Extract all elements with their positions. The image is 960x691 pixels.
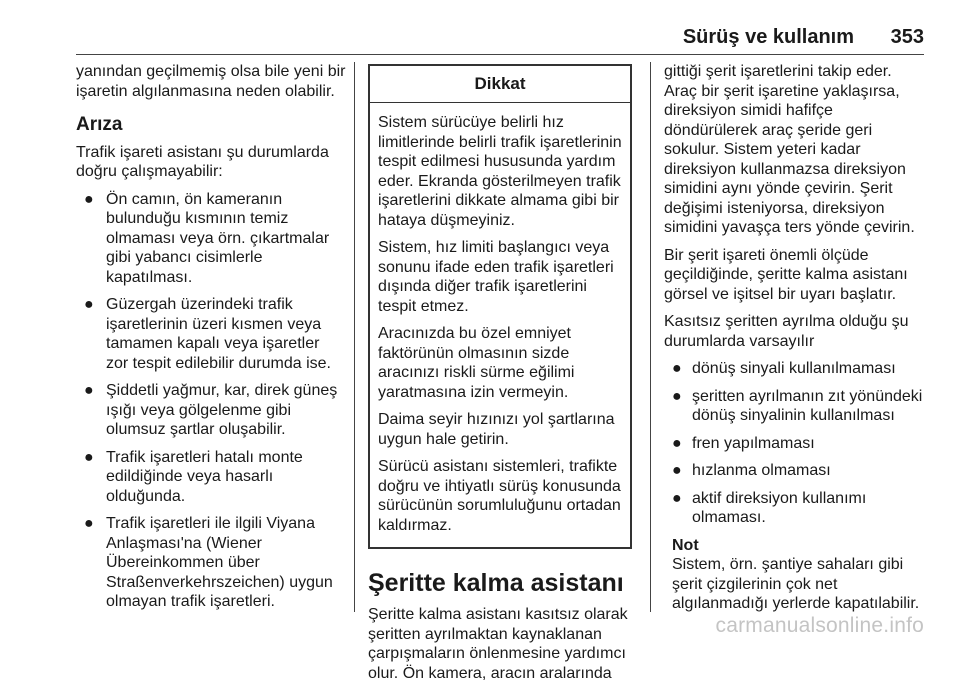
list-item-text: dönüş sinyali kullanılmaması — [692, 360, 896, 377]
list-item — [664, 489, 928, 528]
list-item-text: fren yapılmaması — [692, 434, 815, 452]
column-divider-right — [650, 62, 651, 612]
watermark: carmanualsonline.info — [715, 614, 924, 637]
warning-alert-paragraph: Bir şerit işareti önemli ölçüde geçildiğinde, şeritte kalma asistanı görsel ve işitsel bir uyarı başlatır. — [664, 246, 908, 303]
page-header — [0, 0, 960, 56]
list-item-text: aktif direksiyon kullanımı olmaması. — [692, 489, 867, 526]
note-block — [664, 536, 928, 614]
list-item-text: Güzergah üzerindeki trafik işaretlerinin üzeri kısmen veya tamamen kapalı veya işaretler zor tespit edilebilir durumda ise. — [106, 296, 331, 372]
column-middle — [368, 62, 632, 691]
bullet-icon: ● — [672, 387, 682, 405]
list-item-text: Trafik işaretleri hatalı monte edildiğinde veya hasarlı olduğunda. — [106, 448, 303, 505]
list-item — [76, 190, 346, 288]
list-item-text: Ön camın, ön kameranın bulunduğu kısmının temiz olmaması veya örn. çıkartmalar gibi yabancı cisimlerle kapatılması. — [106, 190, 330, 286]
warning-paragraph: Sistem, hız limiti başlangıcı veya sonunu ifade eden trafik işaretleri dışında diğer trafik işaretlerini tespit etmez. — [378, 239, 614, 315]
bullet-icon: ● — [84, 448, 94, 466]
header-title: Sürüş ve kullanım — [682, 26, 854, 48]
section-heading-fault: Arıza — [76, 114, 123, 135]
list-item — [664, 359, 928, 379]
bullet-icon: ● — [84, 190, 94, 208]
bullet-icon: ● — [672, 360, 682, 377]
bullet-icon: ● — [672, 489, 682, 507]
note-text: Sistem, örn. şantiye sahaları gibi şerit çizgilerinin çok net algılanmadığı yerlerde kapatılabilir. — [672, 556, 920, 612]
note-title: Not — [672, 536, 699, 554]
condition-list — [664, 359, 928, 528]
intro-paragraph: yanından geçilmemiş olsa bile yeni bir işaretin algılanmasına neden olabilir. — [76, 63, 346, 100]
bullet-icon: ● — [84, 515, 94, 532]
list-item — [76, 448, 346, 507]
list-item — [664, 461, 928, 481]
list-item-text: şeritten ayrılmanın zıt yönündeki dönüş sinyalinin kullanılması — [692, 387, 923, 424]
bullet-icon: ● — [672, 434, 682, 452]
warning-body — [370, 103, 630, 547]
lane-keep-paragraph: Şeritte kalma asistanı kasıtsız olarak şeritten ayrılmaktan kaynaklanan çarpışmaların önlenmesine yardımcı olur. Ön kamera, aracın aralarında — [368, 606, 628, 682]
page-number: 353 — [890, 26, 924, 48]
warning-box — [368, 64, 632, 549]
header-rule — [76, 54, 924, 55]
list-item — [664, 434, 928, 454]
list-item — [76, 381, 346, 440]
bullet-icon: ● — [672, 462, 682, 479]
section-heading-lane-keep: Şeritte kalma asistanı — [368, 569, 624, 597]
fault-lead: Trafik işareti asistanı şu durumlarda doğru çalışmayabilir: — [76, 143, 329, 180]
warning-paragraph: Daima seyir hızınızı yol şartlarına uygun hale getirin. — [378, 411, 615, 448]
warning-paragraph: Sistem sürücüye belirli hız limitlerinde belirli trafik işaretlerinin tespit edilmesi hususunda yardım eder. Ekranda gösterilmeyen trafik işaretlerini dikkate almama gibi bir hataya düşmeyiniz. — [378, 114, 622, 229]
list-item — [76, 514, 346, 612]
column-right — [664, 62, 928, 614]
column-divider-left — [354, 62, 355, 612]
bullet-icon: ● — [84, 296, 94, 313]
warning-paragraph: Sürücü asistanı sistemleri, trafikte doğru ve ihtiyatlı sürüş konusunda sürücünün sorumluluğunu ortadan kaldırmaz. — [378, 458, 621, 534]
column-left — [76, 62, 346, 620]
list-item-text: hızlanma olmaması — [692, 462, 831, 479]
list-item — [664, 387, 928, 426]
list-item — [76, 295, 346, 373]
unintended-departure-lead: Kasıtsız şeritten ayrılma olduğu şu durumlarda varsayılır — [664, 313, 909, 350]
warning-title: Dikkat — [370, 66, 630, 103]
list-item-text: Trafik işaretleri ile ilgili Viyana Anlaşması'na (Wiener Übereinkommen über Straßenverkehrszeichen) uygun olmayan trafik işaretleri. — [106, 515, 333, 610]
bullet-icon: ● — [84, 382, 94, 399]
lane-keep-paragraph-continued: gittiği şerit işaretlerini takip eder. Araç bir şerit işaretine yaklaşırsa, direksiyon simidi hafifçe döndürülerek araç şeride geri sokulur. Sistem yeteri kadar direksiyon kullanmazsa direksiyon simidini aynı yönde çevirin. Şerit değişimi isteniyorsa, direksiyon simidini yavaşça ters yönde çevirin. — [664, 63, 915, 236]
list-item-text: Şiddetli yağmur, kar, direk güneş ışığı veya gölgelenme gibi olumsuz şartlar oluşabilir. — [106, 382, 338, 438]
warning-paragraph: Aracınızda bu özel emniyet faktörünün olmasının sizde aracınızı riskli sürme eğilimi yaratmasına izin vermeyin. — [378, 325, 575, 401]
fault-list — [76, 190, 346, 612]
